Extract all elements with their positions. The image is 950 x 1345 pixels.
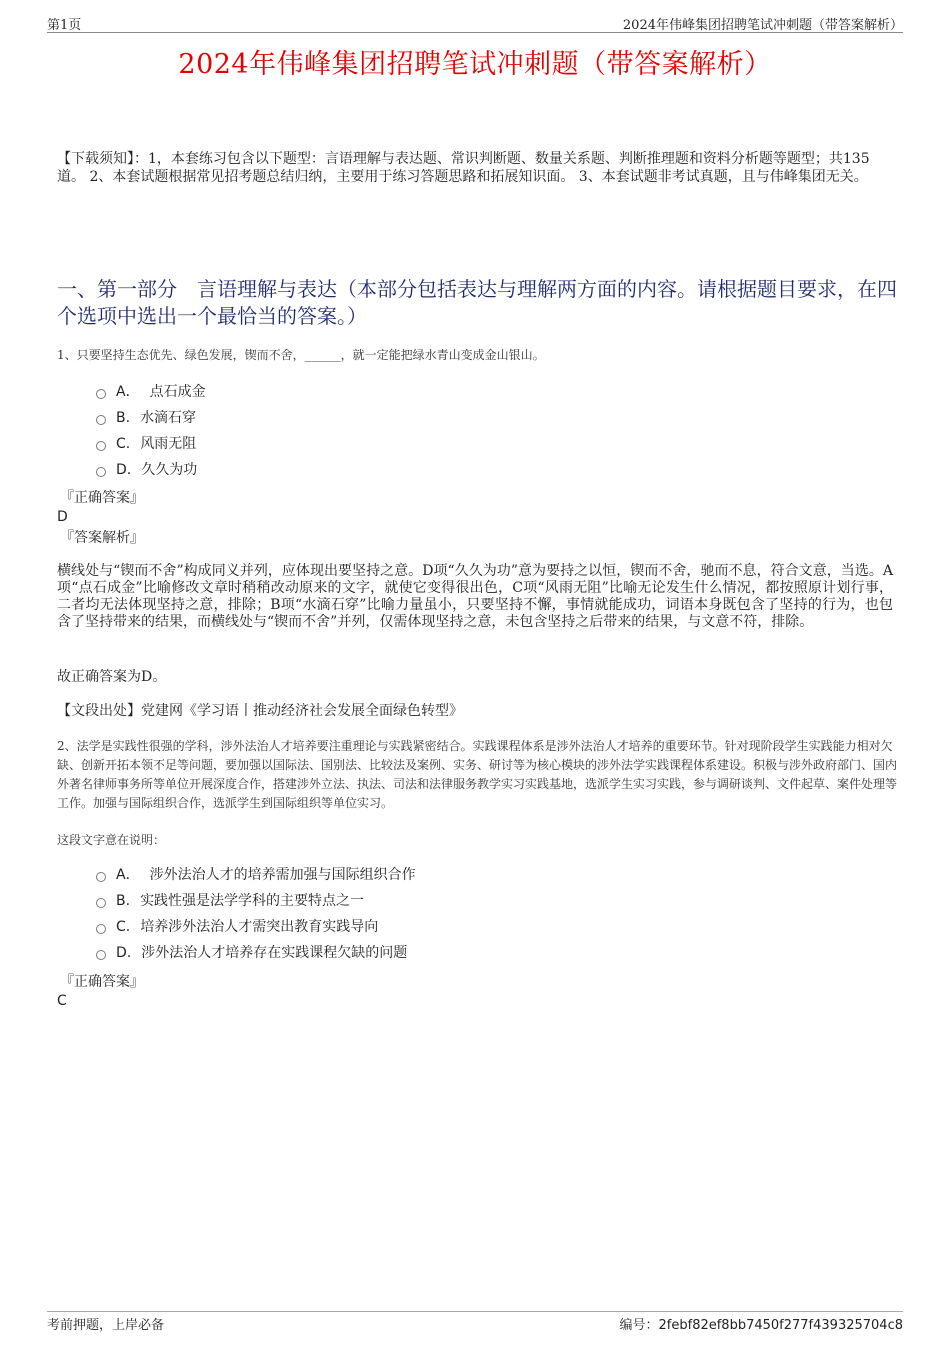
footer-code-value: 2febf82ef8bb7450f277f439325704c8 [658,1318,903,1333]
q2-option-b[interactable] [96,892,364,910]
radio-icon[interactable] [96,467,106,477]
q1-answer-label: 『正确答案』 [60,490,144,506]
q2-option-a[interactable] [96,866,416,884]
option-text: 培养涉外法治人才需突出教育实践导向 [140,919,379,935]
radio-icon[interactable] [96,441,106,451]
radio-icon[interactable] [96,950,106,960]
header-divider [47,32,903,33]
q1-analysis-label: 『答案解析』 [60,530,144,546]
q1-option-b[interactable] [96,409,196,427]
radio-icon[interactable] [96,389,106,399]
download-notice: 【下载须知】：1，本套练习包含以下题型：言语理解与表达题、常识判断题、数量关系题、判断推理题和资料分析题等题型；共135道。 2、本套试题根据常见招考题总结归纳，主要用于练习答题思路和拓展知识面。 3、本套试题非考试真题，且与伟峰集团无关。 [57,151,870,185]
radio-icon[interactable] [96,872,106,882]
option-letter: C. [116,919,131,935]
q1-option-c[interactable] [96,435,196,453]
question-1-stem: 1、只要坚持生态优先、绿色发展，锲而不舍，______，就一定能把绿水青山变成金山银山。 [57,348,545,362]
footer-code [620,1314,904,1333]
section-heading: 一、第一部分 言语理解与表达（本部分包括表达与理解两方面的内容。请根据题目要求，在四个选项中选出一个最恰当的答案。） [57,277,897,328]
q1-source: 【文段出处】党建网《学习语丨推动经济社会发展全面绿色转型》 [57,703,463,719]
page-title: 2024年伟峰集团招聘笔试冲刺题（带答案解析） [178,49,772,80]
q2-option-d[interactable] [96,944,407,962]
footer-code-label: 编号： [619,1318,659,1333]
option-text: 点石成金 [149,384,206,400]
page-number: 第1页 [47,18,82,33]
option-letter: C. [116,436,131,452]
option-letter: B. [116,410,131,426]
q2-answer: C [57,993,67,1009]
header-doc-title: 2024年伟峰集团招聘笔试冲刺题（带答案解析） [622,18,903,33]
option-text: 涉外法治人才培养存在实践课程欠缺的问题 [141,945,408,961]
radio-icon[interactable] [96,924,106,934]
q1-option-a[interactable] [96,383,206,401]
option-text: 实践性强是法学学科的主要特点之一 [140,893,365,909]
option-text: 涉外法治人才的培养需加强与国际组织合作 [149,867,416,883]
radio-icon[interactable] [96,415,106,425]
q1-option-d[interactable] [96,461,197,479]
option-text: 水滴石穿 [140,410,197,426]
option-letter: A． [116,867,140,883]
question-2-stem: 2、法学是实践性很强的学科，涉外法治人才培养要注重理论与实践紧密结合。实践课程体系是涉外法治人才培养的重要环节。针对现阶段学生实践能力相对欠缺、创新开拓本领不足等问题，要加强以国际法、国别法、比较法及案例、实务、研讨等为核心模块的涉外法学实践课程体系建设。积极与涉外政府部门、国内外著名律师事务所等单位开展深度合作，搭建涉外立法、执法、司法和法律服务教学实习实践基地，选派学生实习实践，参与调研谈判、文件起草、案件处理等工作。加强与国际组织合作，选派学生到国际组织等单位实习。 [57,739,898,810]
option-letter: D. [116,462,132,478]
option-text: 风雨无阻 [140,436,197,452]
q1-answer: D [57,509,68,525]
q2-option-c[interactable] [96,918,378,936]
q2-answer-label: 『正确答案』 [60,974,144,990]
footer-divider [47,1311,903,1312]
option-letter: A． [116,384,140,400]
option-letter: D. [116,945,132,961]
footer-slogan: 考前押题，上岸必备 [47,1318,165,1333]
q1-analysis: 横线处与“锲而不舍”构成同义并列，应体现出要坚持之意。D项“久久为功”意为要持之以恒，锲而不舍，驰而不息，符合文意，当选。A项“点石成金”比喻修改文章时稍稍改动原来的文字，就使它变得很出色，C项“风雨无阻”比喻无论发生什么情况，都按照原计划行事，二者均无法体现坚持之意，排除；B项“水滴石穿”比喻力量虽小，只要坚持不懈，事情就能成功，词语本身既包含了坚持的行为，也包含了坚持带来的结果，而横线处与“锲而不舍”并列，仅需体现坚持之意，未包含坚持之后带来的结果，与文意不符，排除。 [57,563,893,630]
radio-icon[interactable] [96,898,106,908]
option-letter: B. [116,893,131,909]
q1-conclusion: 故正确答案为D。 [57,669,167,685]
question-2-prompt: 这段文字意在说明： [57,833,166,847]
option-text: 久久为功 [141,462,198,478]
